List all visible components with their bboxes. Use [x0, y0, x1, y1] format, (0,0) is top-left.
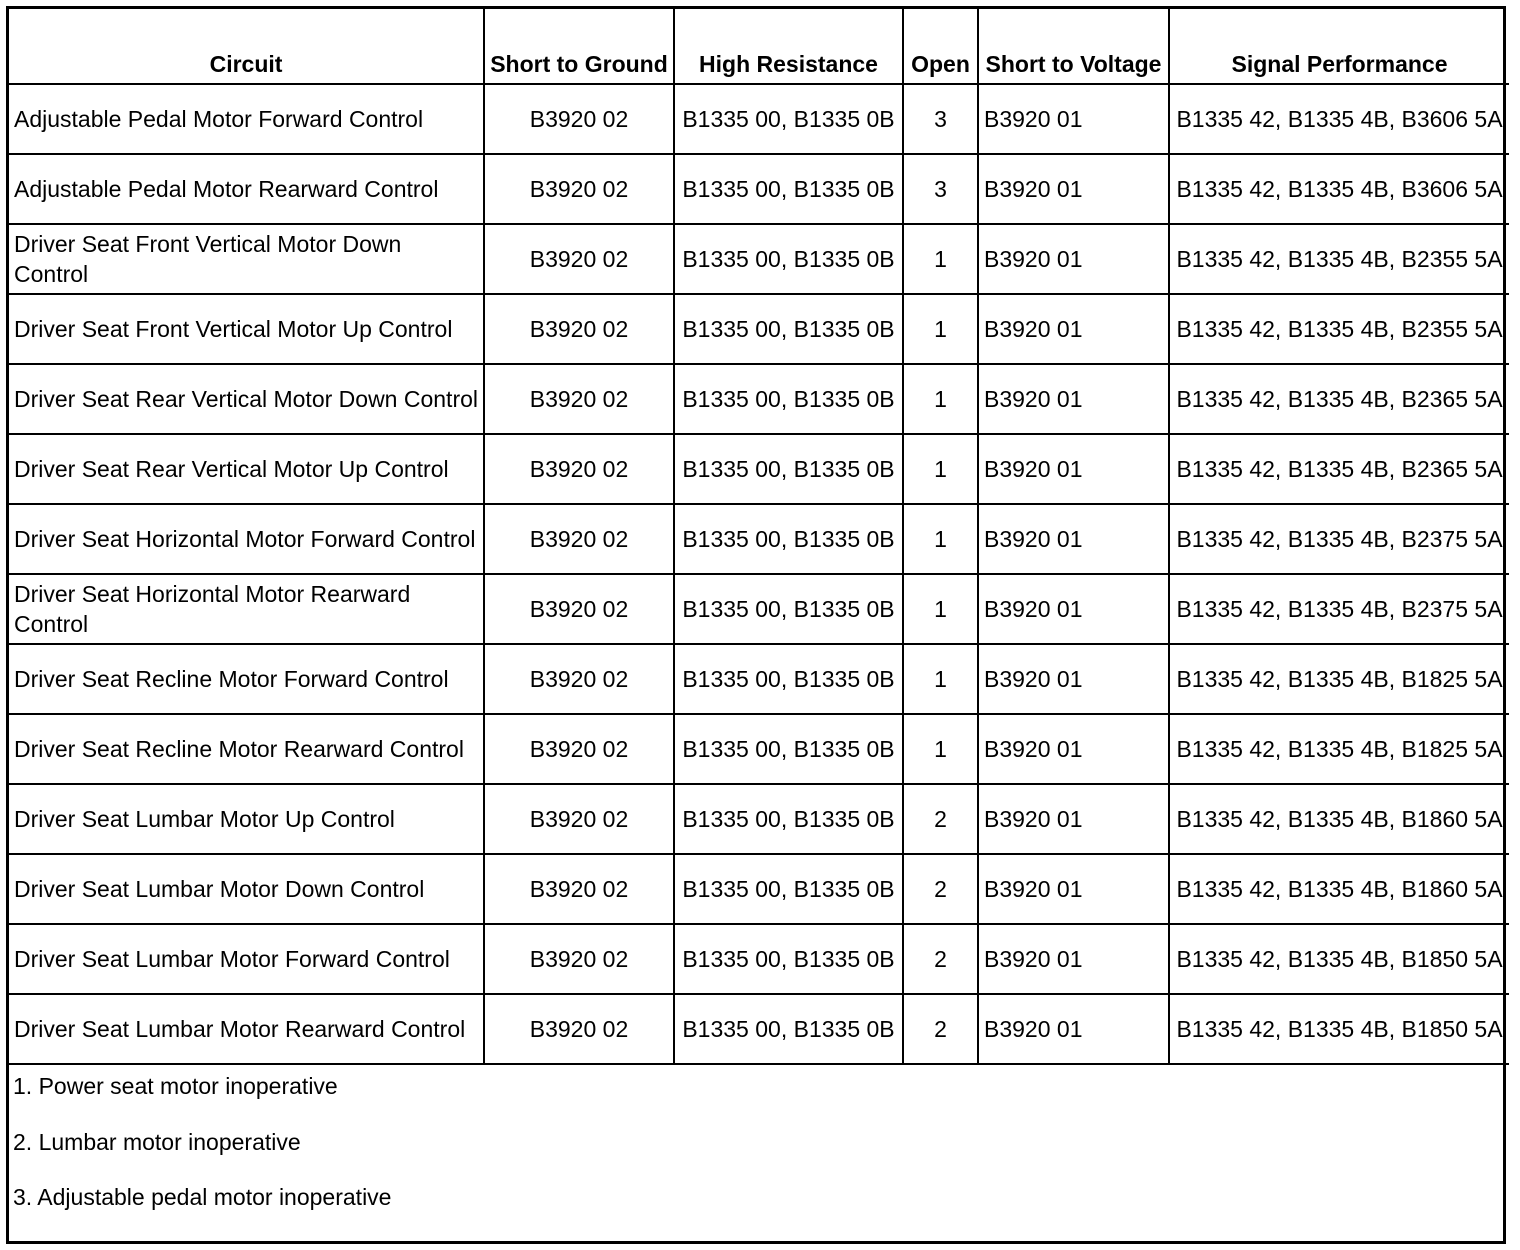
header-short-to-ground: Short to Ground [484, 9, 674, 84]
cell-high-resistance: B1335 00, B1335 0B [674, 84, 903, 154]
cell-short-to-voltage: B3920 01 [978, 364, 1169, 434]
cell-circuit: Driver Seat Front Vertical Motor Down Control [9, 224, 484, 294]
notes-row [9, 1064, 1509, 1238]
cell-open: 1 [903, 644, 978, 714]
cell-short-to-ground: B3920 02 [484, 504, 674, 574]
cell-open: 2 [903, 994, 978, 1064]
cell-signal-performance: B1335 42, B1335 4B, B2365 5A [1169, 434, 1509, 504]
cell-open: 1 [903, 294, 978, 364]
cell-circuit: Driver Seat Horizontal Motor Forward Control [9, 504, 484, 574]
header-circuit: Circuit [9, 9, 484, 84]
cell-short-to-voltage: B3920 01 [978, 644, 1169, 714]
cell-short-to-voltage: B3920 01 [978, 784, 1169, 854]
header-signal-performance: Signal Performance [1169, 9, 1509, 84]
cell-open: 1 [903, 434, 978, 504]
cell-circuit: Driver Seat Lumbar Motor Rearward Control [9, 994, 484, 1064]
cell-high-resistance: B1335 00, B1335 0B [674, 294, 903, 364]
table-row [9, 924, 1509, 994]
cell-signal-performance: B1335 42, B1335 4B, B1860 5A [1169, 854, 1509, 924]
table-row [9, 364, 1509, 434]
cell-short-to-voltage: B3920 01 [978, 714, 1169, 784]
note-3: 3. Adjustable pedal motor inoperative [13, 1184, 392, 1210]
circuit-dtc-table [9, 9, 1509, 1238]
table-row [9, 714, 1509, 784]
table-row [9, 294, 1509, 364]
cell-high-resistance: B1335 00, B1335 0B [674, 574, 903, 644]
table-row [9, 224, 1509, 294]
table-row [9, 644, 1509, 714]
cell-short-to-ground: B3920 02 [484, 154, 674, 224]
cell-short-to-ground: B3920 02 [484, 924, 674, 994]
cell-high-resistance: B1335 00, B1335 0B [674, 644, 903, 714]
cell-signal-performance: B1335 42, B1335 4B, B1825 5A [1169, 714, 1509, 784]
cell-open: 3 [903, 84, 978, 154]
cell-circuit: Driver Seat Lumbar Motor Up Control [9, 784, 484, 854]
cell-short-to-voltage: B3920 01 [978, 994, 1169, 1064]
cell-high-resistance: B1335 00, B1335 0B [674, 854, 903, 924]
cell-signal-performance: B1335 42, B1335 4B, B2375 5A [1169, 504, 1509, 574]
cell-short-to-ground: B3920 02 [484, 434, 674, 504]
cell-signal-performance: B1335 42, B1335 4B, B2375 5A [1169, 574, 1509, 644]
cell-open: 1 [903, 574, 978, 644]
cell-short-to-voltage: B3920 01 [978, 434, 1169, 504]
cell-open: 2 [903, 784, 978, 854]
cell-short-to-ground: B3920 02 [484, 364, 674, 434]
table-row [9, 574, 1509, 644]
cell-signal-performance: B1335 42, B1335 4B, B1825 5A [1169, 644, 1509, 714]
cell-high-resistance: B1335 00, B1335 0B [674, 504, 903, 574]
cell-circuit: Driver Seat Lumbar Motor Forward Control [9, 924, 484, 994]
header-high-resistance: High Resistance [674, 9, 903, 84]
table-row [9, 504, 1509, 574]
cell-short-to-voltage: B3920 01 [978, 924, 1169, 994]
cell-short-to-voltage: B3920 01 [978, 504, 1169, 574]
note-1: 1. Power seat motor inoperative [13, 1073, 338, 1099]
header-short-to-voltage: Short to Voltage [978, 9, 1169, 84]
cell-short-to-ground: B3920 02 [484, 644, 674, 714]
cell-circuit: Driver Seat Rear Vertical Motor Up Control [9, 434, 484, 504]
cell-short-to-ground: B3920 02 [484, 294, 674, 364]
cell-high-resistance: B1335 00, B1335 0B [674, 154, 903, 224]
cell-signal-performance: B1335 42, B1335 4B, B3606 5A [1169, 84, 1509, 154]
cell-short-to-ground: B3920 02 [484, 714, 674, 784]
cell-signal-performance: B1335 42, B1335 4B, B1850 5A [1169, 924, 1509, 994]
cell-high-resistance: B1335 00, B1335 0B [674, 364, 903, 434]
cell-short-to-ground: B3920 02 [484, 784, 674, 854]
table-body [9, 84, 1509, 1064]
cell-short-to-ground: B3920 02 [484, 994, 674, 1064]
header-open: Open [903, 9, 978, 84]
cell-signal-performance: B1335 42, B1335 4B, B3606 5A [1169, 154, 1509, 224]
cell-short-to-voltage: B3920 01 [978, 854, 1169, 924]
cell-short-to-voltage: B3920 01 [978, 574, 1169, 644]
cell-short-to-ground: B3920 02 [484, 84, 674, 154]
cell-short-to-voltage: B3920 01 [978, 84, 1169, 154]
cell-circuit: Adjustable Pedal Motor Rearward Control [9, 154, 484, 224]
cell-circuit: Driver Seat Front Vertical Motor Up Control [9, 294, 484, 364]
cell-open: 1 [903, 714, 978, 784]
cell-open: 1 [903, 504, 978, 574]
cell-signal-performance: B1335 42, B1335 4B, B2355 5A [1169, 224, 1509, 294]
table-row [9, 434, 1509, 504]
cell-high-resistance: B1335 00, B1335 0B [674, 714, 903, 784]
table-row [9, 154, 1509, 224]
cell-high-resistance: B1335 00, B1335 0B [674, 224, 903, 294]
cell-short-to-ground: B3920 02 [484, 224, 674, 294]
cell-signal-performance: B1335 42, B1335 4B, B1860 5A [1169, 784, 1509, 854]
cell-short-to-ground: B3920 02 [484, 574, 674, 644]
cell-signal-performance: B1335 42, B1335 4B, B2365 5A [1169, 364, 1509, 434]
cell-circuit: Driver Seat Recline Motor Rearward Control [9, 714, 484, 784]
cell-high-resistance: B1335 00, B1335 0B [674, 994, 903, 1064]
table-row [9, 994, 1509, 1064]
cell-short-to-voltage: B3920 01 [978, 154, 1169, 224]
cell-circuit: Adjustable Pedal Motor Forward Control [9, 84, 484, 154]
cell-circuit: Driver Seat Lumbar Motor Down Control [9, 854, 484, 924]
dtc-table-frame [6, 6, 1506, 1244]
cell-circuit: Driver Seat Rear Vertical Motor Down Control [9, 364, 484, 434]
cell-open: 2 [903, 924, 978, 994]
cell-signal-performance: B1335 42, B1335 4B, B2355 5A [1169, 294, 1509, 364]
cell-short-to-ground: B3920 02 [484, 854, 674, 924]
cell-open: 1 [903, 224, 978, 294]
table-row [9, 84, 1509, 154]
cell-signal-performance: B1335 42, B1335 4B, B1850 5A [1169, 994, 1509, 1064]
header-row [9, 9, 1509, 84]
notes-cell [9, 1064, 1509, 1238]
table-row [9, 854, 1509, 924]
cell-high-resistance: B1335 00, B1335 0B [674, 784, 903, 854]
table-row [9, 784, 1509, 854]
cell-open: 2 [903, 854, 978, 924]
cell-short-to-voltage: B3920 01 [978, 224, 1169, 294]
cell-high-resistance: B1335 00, B1335 0B [674, 434, 903, 504]
note-2: 2. Lumbar motor inoperative [13, 1128, 301, 1155]
cell-high-resistance: B1335 00, B1335 0B [674, 924, 903, 994]
cell-circuit: Driver Seat Recline Motor Forward Control [9, 644, 484, 714]
cell-open: 1 [903, 364, 978, 434]
cell-short-to-voltage: B3920 01 [978, 294, 1169, 364]
cell-open: 3 [903, 154, 978, 224]
cell-circuit: Driver Seat Horizontal Motor Rearward Control [9, 574, 484, 644]
